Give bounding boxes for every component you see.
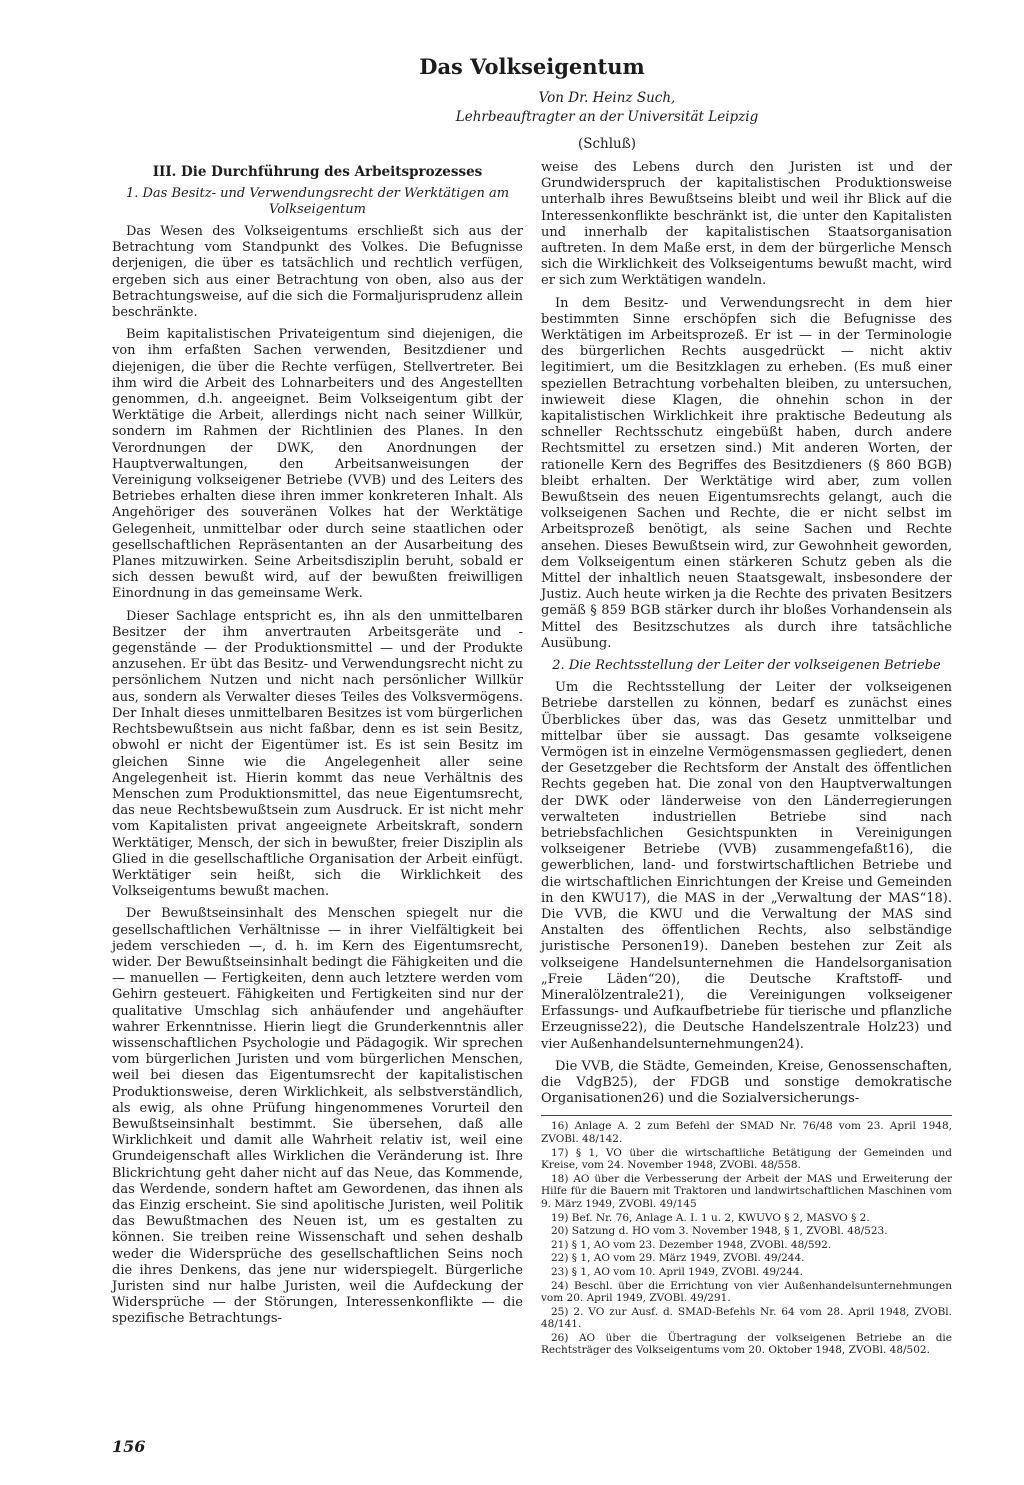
- footnote: 23) § 1, AO vom 10. April 1949, ZVOBl. 49/244.: [551, 1265, 803, 1278]
- right-column: [541, 160, 952, 1358]
- author-affiliation: Lehrbeauftragter an der Universität Leipzig: [455, 109, 759, 125]
- footnote: 19) Bef. Nr. 76, Anlage A. I. 1 u. 2, KWUVO § 2, MASVO § 2.: [551, 1211, 870, 1224]
- footnote: 18) AO über die Verbesserung der Arbeit der MAS und Erweiterung der Hilfe für die Bauern mit Traktoren und landwirtschaftlichen Maschinen vom 9. März 1949, ZVOBl. 49/145: [541, 1172, 952, 1210]
- footnote: 20) Satzung d. HO vom 3. November 1948, § 1, ZVOBl. 48/523.: [551, 1225, 888, 1238]
- author-byline: [262, 89, 952, 154]
- article-header: [112, 54, 952, 154]
- paragraph: Dieser Sachlage entspricht es, ihn als den unmittelbaren Besitzer der ihm anvertrauten Arbeitsgeräte und -gegenstände — der Produktionsmittel — und der Produkte anzusehen. Er übt das Besitz- und Verwendungsrecht nicht zu persönlichem Nutzen und nicht nach persönlicher Willkür aus, sondern als Verwalter dieses Teiles des Volksvermögens. Der Inhalt dieses unmittelbaren Besitzes ist vom bürgerlichen Rechtsbewußtsein aus nicht faßbar, denn es ist sein Besitz, obwohl er nicht der Eigentümer ist. Es ist sein Besitz im gleichen Sinne wie die Angelegenheit aller seine Angelegenheit ist. Hierin kommt das neue Verhältnis des Menschen zum Produktionsmittel, das neue Eigentumsrecht, das neue Rechtsbewußtsein zum Ausdruck. Er ist nicht mehr vom Kapitalisten privat angeeignete Arbeitskraft, sondern Werktätiger, Mensch, der sich in bewußter, freier Disziplin als Glied in die gesellschaftliche Organisation der Arbeit einfügt. Werktätiger sein heißt, sich die Wirklichkeit des Volkseigentums bewußt machen.: [112, 608, 523, 900]
- footnote: 25) 2. VO zur Ausf. d. SMAD-Befehls Nr. 64 vom 28. April 1948, ZVOBl. 48/141.: [541, 1305, 952, 1331]
- paragraph: Das Wesen des Volkseigentums erschließt sich aus der Betrachtung vom Standpunkt des Volkes. Die Befugnisse derjenigen, die über es tatsächlich und rechtlich verfügen, ergeben sich aus einer Betrachtung von oben, also aus der Betrachtungsweise, auf die sich die Formaljurisprudenz allein beschränkte.: [112, 224, 523, 321]
- subsection-heading-1: 1. Das Besitz- und Verwendungsrecht der Werktätigen am Volkseigentum: [125, 186, 510, 217]
- footnote: 21) § 1, AO vom 23. Dezember 1948, ZVOBl. 48/592.: [551, 1238, 832, 1251]
- paragraph: Beim kapitalistischen Privateigentum sind diejenigen, die von ihm erfaßten Sachen verwenden, Besitzdiener und diejenigen, die über die Rechte verfügen, Stellvertreter. Bei ihm wird die Arbeit des Lohnarbeiters und des Angestellten genommen, d.h. angeeignet. Beim Volkseigentum gibt der Werktätige die Arbeit, allerdings nicht nach seiner Willkür, sondern im Rahmen der Richtlinien des Planes. In den Verordnungen der DWK, den Anordnungen der Hauptverwaltungen, den Arbeitsanweisungen der Vereinigung volkseigener Betriebe (VVB) und des Leiters des Betriebes erhalten diese ihren immer konkreteren Inhalt. Als Angehöriger des souveränen Volkes hat der Werktätige Gelegenheit, unmittelbar oder durch seine staatlichen oder gesellschaftlichen Repräsentanten an der Ausarbeitung des Planes mitzuwirken. Seine Arbeitsdisziplin beruht, sobald er sich dessen bewußt wird, auf der bewußten freiwilligen Einordnung in das gemeinsame Werk.: [112, 327, 523, 602]
- footnote: 26) AO über die Übertragung der volkseigenen Betriebe an die Rechtsträger des Volkseigentums vom 20. Oktober 1948, ZVOBl. 48/502.: [541, 1331, 952, 1357]
- left-column: [112, 160, 523, 1358]
- paragraph: weise des Lebens durch den Juristen ist und der Grundwiderspruch der kapitalistischen Produktionsweise unterhalb ihres Bewußtseins bleibt und weil ihr Blick auf die Interessenkonflikte beschränkt ist, die unter den Kapitalisten und innerhalb der kapitalistischen Staatsorganisation auftreten. In dem Maße erst, in dem der bürgerliche Mensch sich die Wirklichkeit des Volkseigentums bewußt macht, wird er sich zum Werktätigen wandeln.: [541, 160, 952, 289]
- footnote: 24) Beschl. über die Errichtung von vier Außenhandelsunternehmungen vom 20. April 1949, ZVOBl. 49/291.: [541, 1279, 952, 1305]
- subsection-heading-2: 2. Die Rechtsstellung der Leiter der volkseigenen Betriebe: [552, 658, 941, 674]
- paragraph: Der Bewußtseinsinhalt des Menschen spiegelt nur die gesellschaftlichen Verhältnisse — in ihrer Vielfältigkeit bei jedem verschieden —, d. h. im Kern des Eigentumsrecht, wider. Der Bewußtseinsinhalt bedingt die Fähigkeiten und die — manuellen — Fertigkeiten, denn auch letztere werden vom Gehirn gesteuert. Fähigkeiten und Fertigkeiten sind nur der qualitative Umschlag sich anhäufender und angehäufter wahrer Erkenntnisse. Hierin liegt die Grunderkenntnis aller wissenschaftlichen Psychologie und Pädagogik. Wir sprechen vom bürgerlichen Juristen und vom bürgerlichen Menschen, weil bei diesen das Eigentumsrecht der kapitalistischen Produktionsweise, deren Wirklichkeit, als selbstverständlich, als ewig, als ohne Prüfung hingenommenes Vorurteil den Bewußtseinsinhalt bestimmt. Sie übersehen, daß alle Wirklichkeit und damit alle Wahrheit relativ ist, weil eine Grundeigenschaft alles Wirklichen die Veränderung ist. Ihre Blickrichtung geht daher nicht auf das Neue, das Kommende, das Werdende, sondern haftet am Gewordenen, das ihnen als das Einzig erscheint. Sie sind apolitische Juristen, weil Politik das Bewußtmachen des Neuen ist, um es gestalten zu können. Sie treiben reine Wissenschaft und sehen deshalb weder die Widersprüche des gesellschaftlichen Seins noch die ihres Denkens, das jene nur widerspiegelt. Bürgerliche Juristen sind nur halbe Juristen, weil die Aufdeckung der Widersprüche — der Störungen, Interessenkonflikte — die spezifische Betrachtungs-: [112, 906, 523, 1327]
- article-title: Das Volkseigentum: [419, 54, 645, 79]
- footnote: 16) Anlage A. 2 zum Befehl der SMAD Nr. 76/48 vom 23. April 1948, ZVOBl. 48/142.: [541, 1120, 952, 1145]
- paragraph: In dem Besitz- und Verwendungsrecht in dem hier bestimmten Sinne erschöpfen sich die Befugnisse des Werktätigen im Arbeitsprozeß. Er ist — in der Terminologie des bürgerlichen Rechts ausgedrückt — nicht aktiv legitimiert, um die Besitzklagen zu erheben. (Es muß einer speziellen Betrachtung vorbehalten bleiben, zu untersuchen, inwieweit diese Klagen, die ohnehin schon in der kapitalistischen Wirklichkeit ihre praktische Bedeutung als schneller Rechtsschutz eingebüßt haben, durch andere Rechtsmittel zu ersetzen sind.) Mit anderen Worten, der rationelle Kern des Begriffes des Besitzdieners (§ 860 BGB) bleibt erhalten. Der Werktätige wird aber, zum vollen Bewußtsein des neuen Eigentumsrechts gelangt, auch die volkseigenen Sachen und Rechte, die er nicht selbst im Arbeitsprozeß benötigt, als seine Sachen und Rechte ansehen. Dieses Bewußtsein wird, zur Gewohnheit geworden, dem Volkseigentum einen stärkeren Schutz geben als die Mittel der inhaltlich neuen Staatsgewalt, insbesondere der Justiz. Auch heute wirken ja die Rechte des privaten Besitzers gemäß § 859 BGB stärker durch ihr bloßes Vorhandensein als Mittel des Besitzschutzes als durch ihre tatsächliche Ausübung.: [541, 295, 952, 651]
- page-number: 156: [112, 1437, 146, 1456]
- continued-marker: (Schluß): [577, 136, 637, 152]
- paragraph: Um die Rechtsstellung der Leiter der volkseigenen Betriebe darstellen zu können, bedarf es zunächst eines Überblickes über das, was das Gesetz unmittelbar und mittelbar über sie aussagt. Das gesamte volkseigene Vermögen ist in einzelne Vermögensmassen gegliedert, denen der Gesetzgeber die Rechtsform der Anstalt des öffentlichen Rechts gegeben hat. Die zonal von den Hauptverwaltungen der DWK oder länderweise von den Länderregierungen verwalteten industriellen Betriebe sind nach betriebsfachlichen Gesichtspunkten in Vereinigungen volkseigener Betriebe (VVB) zusammengefaßt16), die gewerblichen, land- und forstwirtschaftlichen Betriebe und die wirtschaftlichen Einrichtungen der Kreise und Gemeinden in den KWU17), die MAS in der „Verwaltung der MAS“18). Die VVB, die KWU und die Verwaltung der MAS sind Anstalten des öffentlichen Rechts, also selbständige juristische Personen19). Daneben bestehen zur Zeit als volkseigene Handelsunternehmen die Handelsorganisation „Freie Läden“20), die Deutsche Kraftstoff- und Mineralölzentrale21), die Vereinigungen volkseigener Erfassungs- und Aufkaufbetriebe für tierische und pflanzliche Erzeugnisse22), die Deutsche Handelszentrale Holz23) und vier Außenhandelsunternehmungen24).: [541, 680, 952, 1052]
- footnotes: [541, 1115, 952, 1357]
- text-columns: [112, 160, 952, 1358]
- footnote: 22) § 1, AO vom 29. März 1949, ZVOBl. 49/244.: [551, 1252, 805, 1265]
- section-heading: III. Die Durchführung des Arbeitsprozesses: [152, 164, 483, 180]
- author-name: Von Dr. Heinz Such,: [538, 90, 676, 106]
- footnote: 17) § 1, VO über die wirtschaftliche Betätigung der Gemeinden und Kreise, vom 24. November 1948, ZVOBl. 48/558.: [541, 1146, 952, 1172]
- paragraph: Die VVB, die Städte, Gemeinden, Kreise, Genossenschaften, die VdgB25), der FDGB und sonstige demokratische Organisationen26) und die Sozialversicherungs-: [541, 1058, 952, 1107]
